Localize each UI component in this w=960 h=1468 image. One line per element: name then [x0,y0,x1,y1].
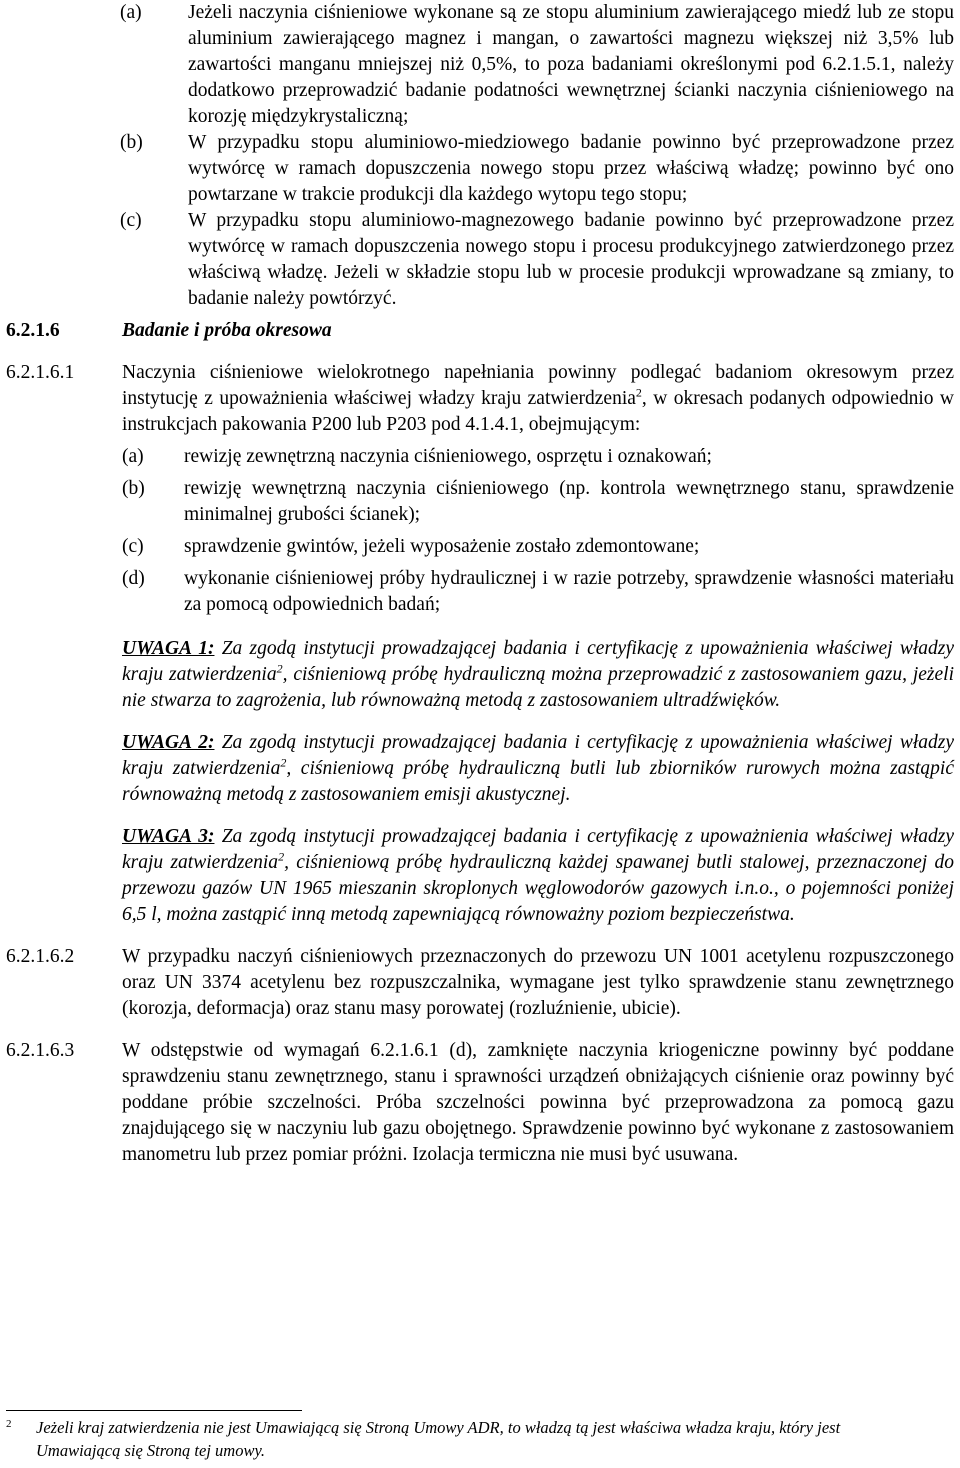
document-page [6,0,954,1168]
list-item-label: (a) [122,446,144,467]
footnote-ref[interactable]: 2 [635,385,642,400]
list-item [122,476,954,528]
list-item-text: rewizję wewnętrzną naczynia ciśnieniowego (np. kontrola wewnętrznego stanu, sprawdzenie minimalnej grubości ścianek); [184,478,954,525]
footnote-separator [6,1410,302,1411]
list-item [122,444,954,470]
list-item [120,208,954,312]
list-item-text: W przypadku stopu aluminiowo-miedziowego badanie powinno być przeprowadzone przez wytwórcę w ramach dopuszczenia nowego stopu przez właściwą władzę; powinno być ono powtarzane w trakcie produkcji dla każdego wytopu tego stopu; [188,132,954,205]
list-item-label: (b) [122,478,145,499]
list-item [120,0,954,130]
note-1 [122,636,954,714]
list-item [122,566,954,618]
paragraph-text-part: , w okresach podanych odpowiednio w instrukcjach pakowania P200 lub P203 pod 4.1.4.1, obejmującym: [122,388,954,435]
list-item-text: W przypadku stopu aluminiowo-magnezowego badanie powinno być przeprowadzone przez wytwórcę w ramach dopuszczenia nowego stopu i procesu produkcyjnego zatwierdzonego przez właściwą władzę. Jeżeli w składzie stopu lub w procesie produkcji wprowadzane są zmiany, to badanie należy powtórzyć. [188,210,954,309]
note-text-part: Za zgodą instytucji prowadzającej badania i certyfikację z upoważnienia właściwej władzy kraju zatwierdzenia [122,826,954,873]
footnote-text: Jeżeli kraj zatwierdzenia nie jest Umawiającą się Stroną Umowy ADR, to władzą tą jest właściwa władza kraju, który jest Umawiającą się Stroną tej umowy. [36,1418,841,1460]
paragraph-text [122,360,954,438]
note-3 [122,824,954,928]
footnote-ref[interactable]: 2 [276,661,283,676]
paragraph-number: 6.2.1.6.1 [6,362,75,383]
footnote-ref[interactable]: 2 [278,849,285,864]
list-item-label: (b) [120,132,143,153]
list-item [122,534,954,560]
footnote-mark: 2 [6,1418,12,1430]
footnote-ref[interactable]: 2 [280,755,287,770]
list-item [120,130,954,208]
paragraph-text: W odstępstwie od wymagań 6.2.1.6.1 (d), zamknięte naczynia kriogeniczne powinny być poddane sprawdzeniu stanu zewnętrznego, stanu i sprawności urządzeń obniżających ciśnienie oraz powinny być poddane próbie szczelności. Próba szczelności powinna być przeprowadzona za pomocą gazu znajdującego się w naczyniu lub gazu obojętnego. Sprawdzenie powinno być wykonane z zastosowaniem manometru lub przez pomiar próżni. Izolacja termiczna nie musi być usuwana. [122,1040,954,1165]
paragraph-text-part: Naczynia ciśnieniowe wielokrotnego napełniania powinny podlegać badaniom okresowym przez instytucję z upoważnienia właściwej władzy kraju zatwierdzenia [122,362,954,409]
note-label: UWAGA 3: [122,826,215,847]
section-number: 6.2.1.6 [6,320,60,341]
paragraph-text: W przypadku naczyń ciśnieniowych przeznaczonych do przewozu UN 1001 acetylenu rozpuszczonego oraz UN 3374 acetylenu bez rozpuszczalnika, wymagane jest tylko sprawdzenie stanu zewnętrznego (korozja, deformacja) oraz stanu masy porowatej (rozluźnienie, ubicie). [122,946,954,1019]
paragraph-number: 6.2.1.6.2 [6,946,75,967]
footnote [6,1416,926,1462]
note-2 [122,730,954,808]
section-title: Badanie i próba okresowa [122,320,332,341]
list-item-label: (d) [122,568,145,589]
list-item-label: (c) [120,210,142,231]
paragraph-6-2-1-6-2 [6,944,954,1022]
note-label: UWAGA 1: [122,638,215,659]
paragraph-6-2-1-6-3 [6,1038,954,1168]
list-item-label: (c) [122,536,144,557]
paragraph-number: 6.2.1.6.3 [6,1040,75,1061]
note-text-part: Za zgodą instytucji prowadzającej badania i certyfikację z upoważnienia właściwej władzy kraju zatwierdzenia [122,638,954,685]
list-item-label: (a) [120,2,142,23]
paragraph-6-2-1-6-1 [6,360,954,438]
note-label: UWAGA 2: [122,732,215,753]
list-item-text: wykonanie ciśnieniowej próby hydraulicznej i w razie potrzeby, sprawdzenie własności materiału za pomocą odpowiednich badań; [184,568,954,615]
note-text-part: , ciśnieniową próbę hydrauliczną butli lub zbiorników rurowych można zastąpić równoważną metodą z zastosowaniem emisji akustycznej. [122,758,954,805]
note-text-part: , ciśnieniową próbę hydrauliczną można przeprowadzić z zastosowaniem gazu, jeżeli nie stwarza to zagrożenia, lub równoważną metodą z zastosowaniem ultradźwięków. [122,664,954,711]
list-item-text: Jeżeli naczynia ciśnieniowe wykonane są ze stopu aluminium zawierającego miedź lub ze stopu aluminium zawierającego magnez i mangan, o zawartości magnezu większej niż 3,5% lub zawartości manganu mniejszej niż 0,5%, to poza badaniami określonymi pod 6.2.1.5.1, należy dodatkowo przeprowadzić badanie podatności wewnętrznej ścianki naczynia ciśnieniowego na korozję międzykrystaliczną; [188,2,954,127]
note-text-part: Za zgodą instytucji prowadzającej badania i certyfikację z upoważnienia właściwej władzy kraju zatwierdzenia [122,732,954,779]
list-item-text: rewizję zewnętrzną naczynia ciśnieniowego, osprzętu i oznakowań; [184,446,712,467]
list-item-text: sprawdzenie gwintów, jeżeli wyposażenie zostało zdemontowane; [184,536,700,557]
section-heading [6,318,954,344]
note-text-part: , ciśnieniową próbę hydrauliczną każdej spawanej butli stalowej, przeznaczonej do przewozu gazów UN 1965 mieszanin skroplonych węglowodorów gazowych i.n.o., o pojemności poniżej 6,5 l, można zastąpić inną metodą zapewniającą równoważny poziom bezpieczeństwa. [122,852,955,925]
